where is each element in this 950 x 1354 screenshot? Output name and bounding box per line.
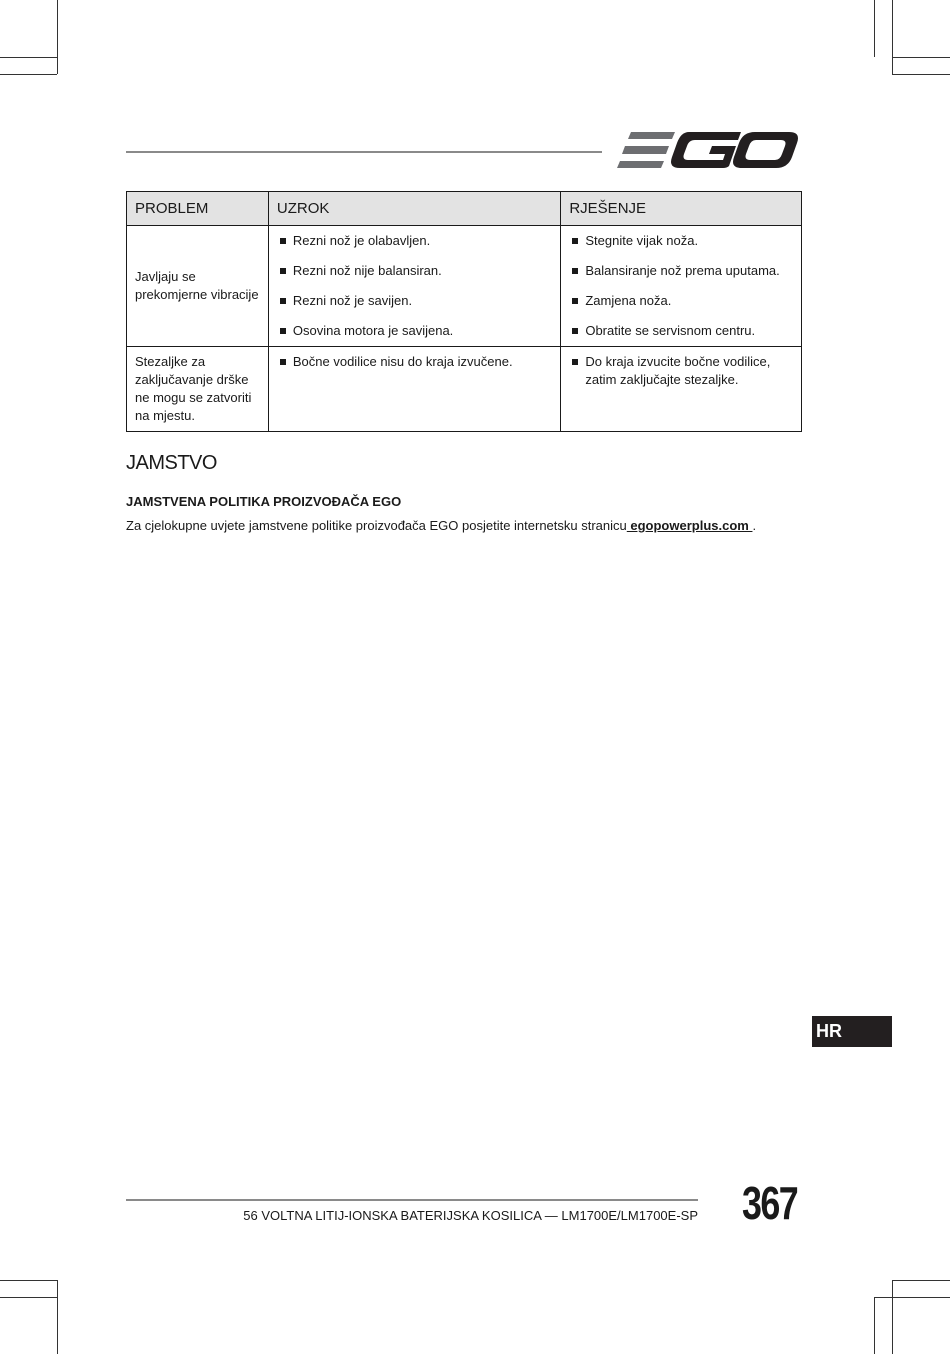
crop-mark	[0, 74, 57, 75]
solution-item: Zamjena noža.	[569, 292, 793, 310]
header-cause: UZROK	[268, 192, 560, 226]
language-tab: HR	[812, 1016, 892, 1047]
section-subtitle: JAMSTVENA POLITIKA PROIZVOĐAČA EGO	[126, 494, 402, 509]
cause-item: Osovina motora je savijena.	[277, 322, 552, 340]
table-row	[127, 347, 802, 432]
solution-item: Stegnite vijak noža.	[569, 232, 793, 250]
cause-item: Rezni nož nije balansiran.	[277, 262, 552, 280]
ego-logo	[617, 128, 799, 172]
crop-mark	[57, 1280, 58, 1354]
warranty-paragraph	[126, 518, 756, 533]
crop-mark	[892, 74, 950, 75]
header-problem: PROBLEM	[127, 192, 269, 226]
header-rule	[126, 151, 602, 153]
solution-item: Balansiranje nož prema uputama.	[569, 262, 793, 280]
footer-rule	[126, 1199, 698, 1201]
problem-cell: Stezaljke za zaključavanje drške ne mogu se zatvoriti na mjestu.	[127, 347, 269, 432]
crop-mark	[0, 57, 57, 58]
footer-text: 56 VOLTNA LITIJ-IONSKA BATERIJSKA KOSILICA — LM1700E/LM1700E-SP	[243, 1208, 698, 1223]
cause-item: Rezni nož je savijen.	[277, 292, 552, 310]
crop-mark	[892, 1280, 893, 1354]
cause-cell	[268, 347, 560, 432]
cause-cell	[268, 226, 560, 347]
crop-mark	[892, 57, 950, 58]
crop-mark	[0, 1280, 57, 1281]
crop-mark	[892, 1280, 950, 1281]
solution-item: Obratite se servisnom centru.	[569, 322, 793, 340]
crop-mark	[874, 0, 875, 57]
crop-mark	[892, 0, 893, 74]
section-title: JAMSTVO	[126, 452, 217, 474]
page-number: 367	[742, 1177, 798, 1229]
solution-cell	[561, 347, 802, 432]
cause-item: Rezni nož je olabavljen.	[277, 232, 552, 250]
cause-item: Bočne vodilice nisu do kraja izvučene.	[277, 353, 552, 371]
crop-mark	[874, 1297, 875, 1354]
table-header-row	[127, 192, 802, 226]
troubleshooting-table	[126, 191, 802, 432]
header-solution: RJEŠENJE	[561, 192, 802, 226]
solution-item: Do kraja izvucite bočne vodilice, zatim zaključajte stezaljke.	[569, 353, 793, 389]
warranty-text-end: .	[752, 518, 757, 533]
crop-mark	[0, 1297, 57, 1298]
crop-mark	[874, 1297, 950, 1298]
solution-cell	[561, 226, 802, 347]
problem-cell: Javljaju se prekomjerne vibracije	[127, 226, 269, 347]
warranty-text: Za cjelokupne uvjete jamstvene politike proizvođača EGO posjetite internetsku stranicu	[126, 518, 627, 533]
warranty-link[interactable]: egopowerplus.com	[626, 518, 753, 533]
crop-mark	[57, 0, 58, 74]
table-row	[127, 226, 802, 347]
